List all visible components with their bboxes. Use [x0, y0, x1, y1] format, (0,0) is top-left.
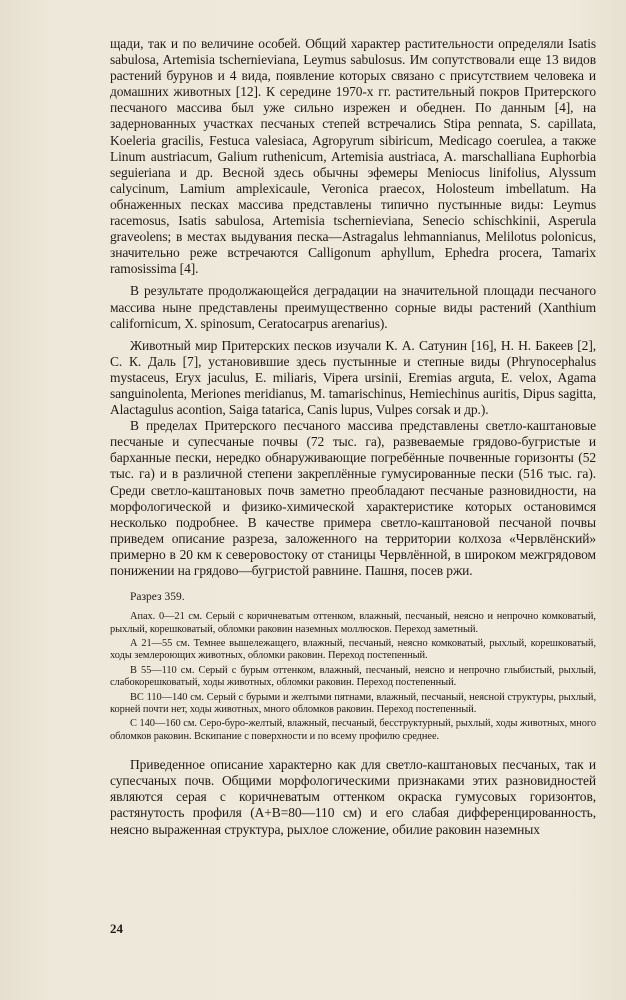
- horizon-description: Апах. 0—21 см. Серый с коричневатым оттенком, влажный, песчаный, неясно и непрочно комковатый, рыхлый, корешковатый, обломки раковин наземных моллюсков. Переход заметный.: [110, 611, 596, 635]
- paragraph-degradation: В результате продолжающейся деградации на значительной площади песчаного массива ныне представлены преимущественно сорные виды растений (Xanthium californicum, X. spinosum, Ceratocarpus arenarius).: [110, 283, 596, 331]
- horizon-description: ВС 110—140 см. Серый с бурыми и желтыми пятнами, влажный, песчаный, неясной структуры, рыхлый, корней почти нет, ходы животных, много обломков раковин. Переход постепенный.: [110, 691, 596, 715]
- paragraph-fauna: Животный мир Притерских песков изучали К. А. Сатунин [16], Н. Н. Бакеев [2], С. К. Даль [7], установившие здесь пустынные и степные виды (Phrynocephalus mystaceus, Eryx jaculus, E. miliaris, Vipera ursinii, Eremias arguta, E. velox, Agama sanguinolenta, Meriones meridianus, M. tamarischinus, Hemiechinus auritis, Dipus sagitta, Alactagulus acontion, Saiga tatarica, Canis lupus, Vulpes corsak и др.).: [110, 337, 596, 418]
- horizon-description: С 140—160 см. Серо-буро-желтый, влажный, песчаный, бесструктурный, рыхлый, ходы животных, много обломков раковин. Вскипание с поверхности и по всему профилю среднее.: [110, 718, 596, 742]
- section-title: Разрез 359.: [130, 591, 185, 604]
- paragraph-soils: В пределах Притерского песчаного массива представлены светло-каштановые песчаные и супесчаные почвы (72 тыс. га), развеваемые грядово-бугристые и барханные пески, нередко обнаруживающие погребённые почвенные горизонты (52 тыс. га) и в различной степени закреплённые гумусированные пески (516 тыс. га). Среди светло-каштановых почв заметно преобладают песчаные разновидности, на морфологической и физико-химической характеристике которых остановимся несколько подробнее. В качестве примера светло-каштановой песчаной почвы приведем описание разреза, заложенного на территории колхоза «Червлёнский» примерно в 20 км к северовостоку от станицы Червлённой, в широком межгрядовом понижении на грядово—бугристой равнине. Пашня, посев ржи.: [110, 418, 596, 578]
- soil-profile-description: [110, 611, 596, 743]
- text-column: [110, 36, 596, 838]
- horizon-description: А 21—55 см. Темнее вышележащего, влажный, песчаный, неясно комковатый, рыхлый, корешковатый, ходы землероющих животных, обломки раковин. Переход постепенный.: [110, 637, 596, 662]
- paragraph-summary: Приведенное описание характерно как для светло-каштановых песчаных, так и супесчаных почв. Общими морфологическими признаками этих разновидностей являются серая с коричневатым оттенком окраска гумусовых горизонтов, растянутость профиля (А+В=80—110 см) и его слабая дифференцированность, неясно выраженная структура, рыхлое сложение, обилие раковин наземных: [110, 757, 596, 837]
- paragraph-vegetation: щади, так и по величине особей. Общий характер растительности определяли Isatis sabulosa, Artemisia tschernieviana, Leymus sabulosus. Им сопутствовали еще 13 видов растений бурунов и 4 вида, появление которых связано с присутствием человека и домашних животных [12]. К середине 1970-х гг. растительный покров Притерского песчаного массива был уже сильно изрежен и обеднен. По данным [4], на задернованных участках песчаных степей встречались Stipa pennata, S. capillata, Koeleria gracilis, Festuca valesiaca, Agropyrum sibiricum, Medicago coerulea, а также Linum austriacum, Galium ruthenicum, Artemisia austriaca, A. marschalliana Euphorbia seguieriana и др. Весной здесь обычны эфемеры Meniocus linifolius, Alyssum calycinum, Lamium amplexicaule, Veronica praecox, Holosteum imbellatum. На обнаженных песках массива представлены типично пустынные виды: Leymus racemosus, Isatis sabulosa, Artemisia tschernieviana, Senecio schischkinii, Asperula graveolens; в местах выдувания песка—Astragalus lehmannianus, Melilotus polonicus, значительно реже встречаются Calligonum aphyllum, Ephedra procera, Tamarix ramosissima [4].: [110, 36, 596, 277]
- horizon-description: В 55—110 см. Серый с бурым оттенком, влажный, песчаный, неясно и непрочно глыбистый, рыхлый, слабокорешковатый, ходы животных, обломки раковин. Переход постепенный.: [110, 664, 596, 689]
- page-number: 24: [110, 921, 123, 936]
